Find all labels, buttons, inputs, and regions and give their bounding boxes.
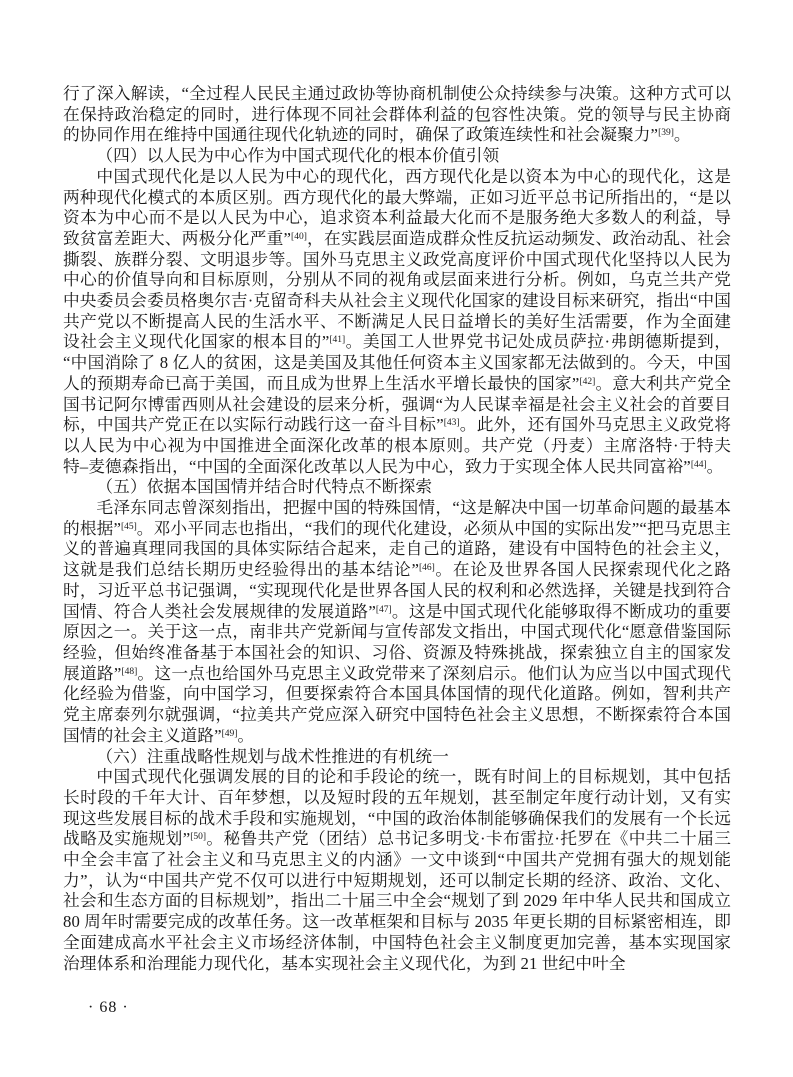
section-heading: （四）以人民为中心作为中国式现代化的根本价值引领 [96,146,500,166]
citation-ref: [45] [120,521,137,532]
citation-ref: [46] [418,563,435,574]
citation-ref: [42] [579,376,596,387]
citation-ref: [48] [121,666,138,677]
citation-ref: [47] [375,604,392,615]
citation-ref: [41] [329,335,346,346]
paragraph: 毛泽东同志曾深刻指出，把握中国的特殊国情，“这是解决中国一切革命问题的最基本的根据”[45]。邓小平同志也指出，“我们的现代化建设，必须从中国的实际出发”“把马克思主义的普遍真理同我国的具体实际结合起来，走自己的道路，建设有中国特色的社会主义，这就是我们总结长期历史经验得出的基本结论”[46]。在论及世界各国人民探索现代化之路时，习近平总书记强调，“实现现代化是世界各国人民的权利和必然选择，关键是找到符合国情、符合人类社会发展规律的发展道路”[47]。这是中国式现代化能够取得不断成功的重要原因之一。关于这一点，南非共产党新闻与宣传部发文指出，中国式现代化“愿意借鉴国际经验，但始终准备基于本国社会的知识、习俗、资源及特殊挑战，探索独立自主的国家发展道路”[48]。这一点也给国外马克思主义政党带来了深刻启示。他们认为应当以中国式现代化经验为借鉴，向中国学习，但要探索符合本国具体国情的现代化道路。例如，智利共产党主席泰列尔就强调，“拉美共产党应深入研究中国特色社会主义思想，不断探索符合本国国情的社会主义道路”[49]。 [63,498,731,745]
article-body [63,84,731,974]
paragraph: 中国式现代化强调发展的目的论和手段论的统一，既有时间上的目标规划，其中包括长时段的千年大计、百年梦想，以及短时段的五年规划，甚至制定年度行动计划，又有实现这些发展目标的战术手段和实施规划，“中国的政治体制能够确保我们的发展有一个长远战略及实施规划”[50]。秘鲁共产党（团结）总书记多明戈·卡布雷拉·托罗在《中共二十届三中全会丰富了社会主义和马克思主义的内涵》一文中谈到“中国共产党拥有强大的规划能力”，认为“中国共产党不仅可以进行中短期规划，还可以制定长期的经济、政治、文化、社会和生态方面的目标规划”，指出二十届三中全会“规划了到 2029 年中华人民共和国成立 80 周年时需要完成的改革任务。这一改革框架和目标与 2035 年更长期的目标紧密相连，即全面建成高水平社会主义市场经济体制，中国特色社会主义制度更加完善，基本实现国家治理体系和治理能力现代化，基本实现社会主义现代化，为到 21 世纪中叶全 [63,767,731,973]
citation-ref: [44] [690,459,707,470]
citation-ref: [50] [190,832,207,843]
paragraph: 中国式现代化是以人民为中心的现代化，西方现代化是以资本为中心的现代化，这是两种现代化模式的本质区别。西方现代化的最大弊端，正如习近平总书记所指出的，“是以资本为中心而不是以人民为中心，追求资本利益最大化而不是服务绝大多数人的利益，导致贫富差距大、两极分化严重”[40]，在实践层面造成群众性反抗运动频发、政治动乱、社会撕裂、族群分裂、文明退步等。国外马克思主义政党高度评价中国式现代化坚持以人民为中心的价值导向和目标原则，分别从不同的视角或层面来进行分析。例如，乌克兰共产党中央委员会委员格奥尔吉·克留奇科夫从社会主义现代化国家的建设目标来研究，指出“中国共产党以不断提高人民的生活水平、不断满足人民日益增长的美好生活需要，作为全面建设社会主义现代化国家的根本目的”[41]。美国工人世界党书记处成员萨拉·弗朗德斯提到，“中国消除了 8 亿人的贫困，这是美国及其他任何资本主义国家都无法做到的。今天，中国人的预期寿命已高于美国，而且成为世界上生活水平增长最快的国家”[42]。意大利共产党全国书记阿尔博雷西则从社会建设的层来分析，强调“为人民谋幸福是社会主义社会的首要目标，中国共产党正在以实际行动践行这一奋斗目标”[43]。此外，还有国外马克思主义政党将以人民为中心视为中国推进全面深化改革的根本原则。共产党（丹麦）主席洛特·于特夫特–麦德森指出，“中国的全面深化改革以人民为中心，致力于实现全体人民共同富裕”[44]。 [63,166,731,476]
section-heading: （五）依据本国国情并结合时代特点不断探索 [96,477,433,497]
citation-ref: [40] [291,231,307,242]
paragraph: 行了深入解读，“全过程人民民主通过政协等协商机制使公众持续参与决策。这种方式可以在保持政治稳定的同时，进行体现不同社会群体利益的包容性决策。党的领导与民主协商的协同作用在维持中国通往现代化轨迹的同时，确保了政策连续性和社会凝聚力”[39]。 [63,84,731,145]
section-heading: （六）注重战略性规划与战术性推进的有机统一 [96,746,449,766]
citation-ref: [39] [658,128,674,139]
citation-ref: [43] [443,418,460,429]
page-number: · 68 · [88,999,129,1016]
citation-ref: [49] [221,728,238,739]
